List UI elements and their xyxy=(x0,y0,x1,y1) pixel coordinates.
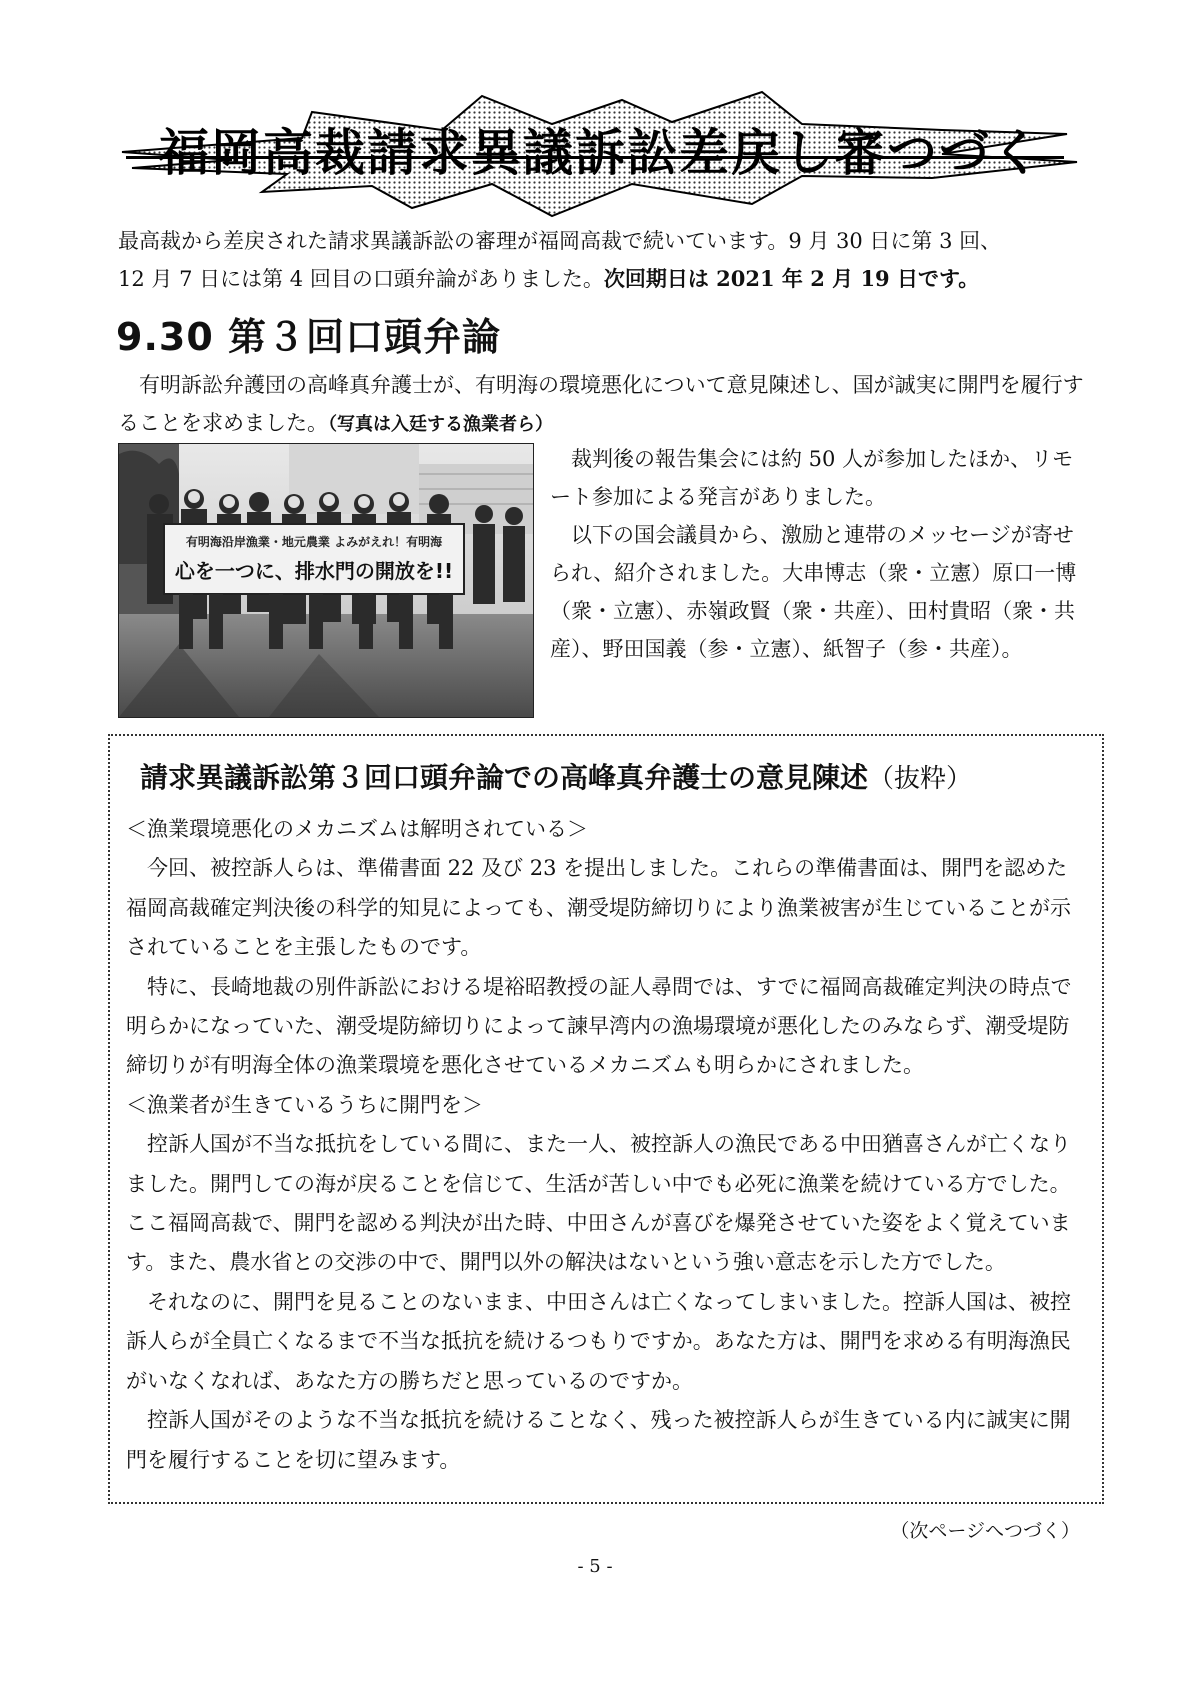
report-meeting-column xyxy=(550,440,1085,668)
statement-paragraph: それなのに、開門を見ることのないまま、中田さんは亡くなってしまいました。控訴人国は、被控訴人らが全員亡くなるまで不当な抵抗を続けるつもりですか。あなた方は、開門を求める有明海漁民がいなくなれば、あなた方の勝ちだと思っているのですか。 xyxy=(126,1289,1071,1393)
photo-illustration xyxy=(119,444,533,717)
lead-text: 有明訴訟弁護団の高峰真弁護士が、有明海の環境悪化について意見陳述し、国が誠実に開門を履行することを求めました。 xyxy=(118,373,1084,435)
intro-paragraph xyxy=(118,222,1078,298)
headline-banner xyxy=(112,90,1080,220)
statement-paragraph: 特に、長崎地裁の別件訴訟における堤裕昭教授の証人尋問では、すでに福岡高裁確定判決の時点で明らかになっていた、潮受堤防締切りによって諫早湾内の漁場環境が悪化したのみならず、潮受堤防締切りが有明海全体の漁業環境を悪化させているメカニズムも明らかにされました。 xyxy=(126,974,1072,1078)
messages-paragraph: 以下の国会議員から、激励と連帯のメッセージが寄せられ、紹介されました。大串博志（衆・立憲）原口一博（衆・立憲）、赤嶺政賢（衆・共産）、田村貴昭（衆・共産）、野田国義（参・立憲）、紙智子（参・共産）。 xyxy=(550,523,1077,661)
statement-paragraph: 控訴人国がそのような不当な抵抗を続けることなく、残った被控訴人らが生きている内に誠実に開門を履行することを切に望みます。 xyxy=(126,1408,1071,1472)
statement-box xyxy=(108,734,1104,1504)
next-hearing-date: 次回期日は 2021 年 2 月 19 日です。 xyxy=(603,266,980,291)
statement-title-suffix: （抜粋） xyxy=(868,764,973,794)
intro-line-2: 12 月 7 日には第 4 回目の口頭弁論がありました。 xyxy=(118,267,604,291)
section-heading: 9.30 第３回口頭弁論 xyxy=(116,315,501,359)
statement-paragraph: 控訴人国が不当な抵抗をしている間に、また一人、被控訴人の漁民である中田猶喜さんが亡くなりました。開門しての海が戻ることを信じて、生活が苦しい中でも必死に漁業を続けている方でした。ここ福岡高裁で、開門を認める判決が出た時、中田さんが喜びを爆発させていた姿をよく覚えています。また、農水省との交渉の中で、開門以外の解決はないという強い意志を示した方でした。 xyxy=(126,1132,1071,1275)
statement-title-main: 請求異議訴訟第３回口頭弁論での高峰真弁護士の意見陳述 xyxy=(140,761,869,794)
continued-note: （次ページへつづく） xyxy=(890,1520,1080,1542)
photo-caption: （写真は入廷する漁業者ら） xyxy=(328,414,553,435)
report-meeting-paragraph: 裁判後の報告集会には約 50 人が参加したほか、リモート参加による発言がありました。 xyxy=(550,447,1074,509)
page-number: - 5 - xyxy=(577,1556,613,1577)
intro-line-1: 最高裁から差戻された請求異議訴訟の審理が福岡高裁で続いています。9 月 30 日に第 3 回、 xyxy=(118,229,1002,253)
photo-banner-line-1: 有明海沿岸漁業・地元農業 よみがえれ！有明海 xyxy=(185,535,443,549)
photo-banner-line-2: 心を一つに、排水門の開放を!! xyxy=(174,559,454,583)
statement-paragraph: 今回、被控訴人らは、準備書面 22 及び 23 を提出しました。これらの準備書面は、開門を認めた福岡高裁確定判決後の科学的知見によっても、潮受堤防締切りにより漁業被害が生じていることが示されていることを主張したものです。 xyxy=(126,856,1071,960)
lead-paragraph xyxy=(118,366,1098,444)
protest-photo xyxy=(118,443,534,718)
statement-title xyxy=(140,756,972,796)
subheading-open-gates: ＜漁業者が生きているうちに開門を＞ xyxy=(126,1092,483,1117)
subheading-mechanism: ＜漁業環境悪化のメカニズムは解明されている＞ xyxy=(126,817,588,841)
statement-body xyxy=(126,810,1088,1480)
headline-title: 福岡高裁請求異議訴訟差戻し審つづく xyxy=(159,124,1043,182)
